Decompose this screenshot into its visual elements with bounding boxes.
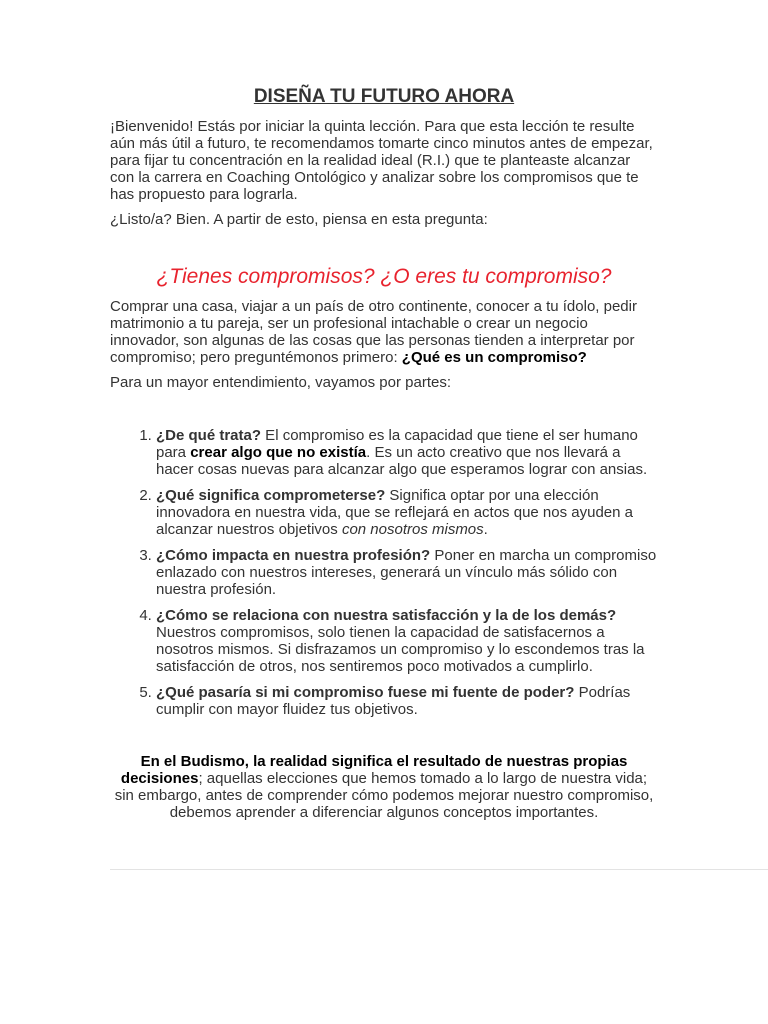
list-item <box>156 547 658 598</box>
list-item-italic: con nosotros mismos <box>341 521 484 538</box>
closing-paragraph <box>110 753 658 821</box>
list-item-answer: Podrías cumplir con mayor fluidez tus objetivos. <box>156 684 631 718</box>
compromiso-paragraph-text: Comprar una casa, viajar a un país de otro continente, conocer a tu ídolo, pedir matrimonio a tu pareja, ser un profesional intachable o crear un negocio innovador, son algunas de las cosas que las personas tienden a interpretar por compromiso; pero preguntémonos primero: <box>110 298 637 366</box>
list-item <box>156 684 658 718</box>
list-item-question: ¿Qué pasaría si mi compromiso fuese mi fuente de poder? <box>156 684 575 701</box>
question-list <box>110 427 658 718</box>
document-page <box>110 86 658 829</box>
list-item <box>156 487 658 538</box>
closing-bold: En el Budismo, la realidad significa el resultado de nuestras propias decisiones <box>120 753 628 787</box>
list-item-answer: Significa optar por una elección innovadora en nuestra vida, que se reflejará en actos que nos ayuden a alcanzar nuestros objetivos <box>156 487 633 538</box>
list-item-answer: Poner en marcha un compromiso enlazado con nuestros intereses, generará un vínculo más sólido con nuestra profesión. <box>156 547 657 598</box>
list-item-answer-end: . Es un acto creativo que nos llevará a hacer cosas nuevas para alcanzar algo que esperamos lograr con ansias. <box>156 444 648 478</box>
list-item <box>156 607 658 675</box>
entendimiento-paragraph: Para un mayor entendimiento, vayamos por partes: <box>110 374 452 391</box>
document-title: DISEÑA TU FUTURO AHORA <box>253 86 515 107</box>
list-item-question: ¿De qué trata? <box>156 427 262 444</box>
section-subtitle: ¿Tienes compromisos? ¿O eres tu compromiso? <box>156 265 612 288</box>
list-item-question: ¿Qué significa comprometerse? <box>156 487 386 504</box>
list-item-question: ¿Cómo se relaciona con nuestra satisfacción y la de los demás? <box>156 607 617 624</box>
list-item-emphasis: crear algo que no existía <box>190 444 367 461</box>
page-divider <box>110 869 768 870</box>
closing-text: ; aquellas elecciones que hemos tomado a lo largo de nuestra vida; sin embargo, antes de comprender cómo podemos mejorar nuestro compromiso, debemos aprender a diferenciar algunos conceptos importantes. <box>114 770 654 821</box>
list-item-answer-end: . <box>483 521 488 538</box>
ready-paragraph: ¿Listo/a? Bien. A partir de esto, piensa en esta pregunta: <box>110 211 488 228</box>
list-item-question: ¿Cómo impacta en nuestra profesión? <box>156 547 431 564</box>
list-item <box>156 427 658 478</box>
list-item-answer: El compromiso es la capacidad que tiene el ser humano para <box>156 427 638 461</box>
list-item-answer: Nuestros compromisos, solo tienen la capacidad de satisfacernos a nosotros mismos. Si disfrazamos un compromiso y lo escondemos tras la satisfacción de otros, nos sentiremos poco motivados a cumplirlo. <box>156 624 645 675</box>
compromiso-paragraph <box>110 298 658 366</box>
compromiso-question: ¿Qué es un compromiso? <box>401 349 587 366</box>
intro-paragraph: ¡Bienvenido! Estás por iniciar la quinta lección. Para que esta lección te resulte aún más útil a futuro, te recomendamos tomarte cinco minutos antes de empezar, para fijar tu concentración en la realidad ideal (R.I.) que te planteaste alcanzar con la carrera en Coaching Ontológico y analizar sobre los compromisos que te has propuesto para lograrla. <box>110 118 653 203</box>
